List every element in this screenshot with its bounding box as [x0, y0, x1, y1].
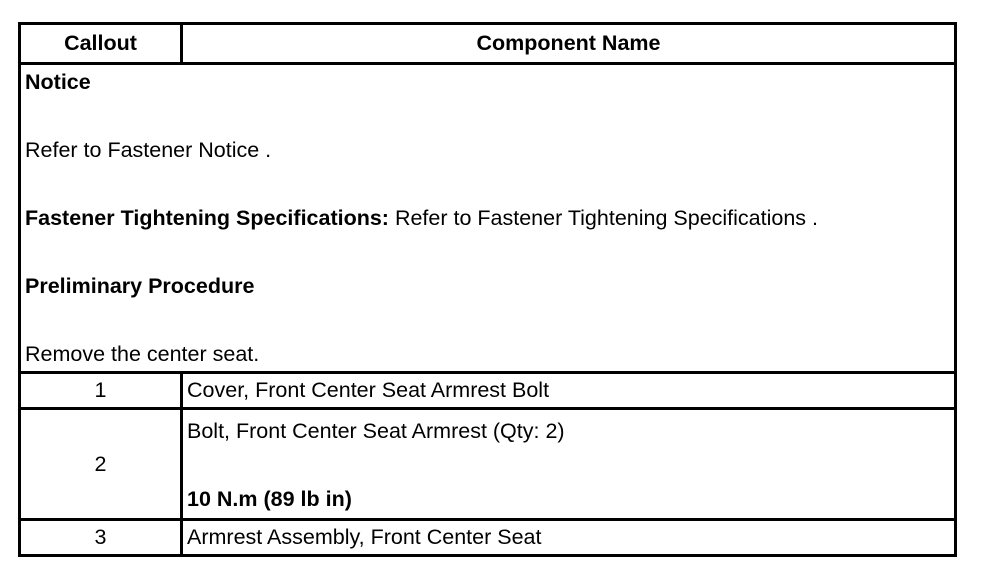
fastener-spec-text: Refer to Fastener Tightening Specifications . — [388, 206, 819, 230]
notice-row — [20, 64, 956, 373]
table-row — [20, 409, 956, 520]
component-name: Bolt, Front Center Seat Armrest (Qty: 2) — [187, 419, 565, 443]
header-component-name: Component Name — [182, 24, 956, 64]
table-row — [20, 373, 956, 409]
preliminary-text: Remove the center seat. — [25, 342, 260, 366]
notice-cell — [20, 64, 956, 373]
component-name-cell: Armrest Assembly, Front Center Seat — [182, 520, 956, 556]
notice-text: Refer to Fastener Notice . — [25, 138, 272, 162]
torque-spec: 10 N.m (89 lb in) — [187, 487, 352, 511]
component-name-cell — [182, 409, 956, 520]
preliminary-heading: Preliminary Procedure — [25, 274, 255, 298]
fastener-spec-label: Fastener Tightening Specifications: — [25, 206, 389, 230]
component-name-cell: Cover, Front Center Seat Armrest Bolt — [182, 373, 956, 409]
component-table — [18, 22, 957, 557]
table-header-row — [20, 24, 956, 64]
callout-cell: 3 — [20, 520, 182, 556]
callout-cell: 2 — [20, 409, 182, 520]
header-callout: Callout — [20, 24, 182, 64]
notice-heading: Notice — [25, 70, 91, 94]
table-row — [20, 520, 956, 556]
callout-cell: 1 — [20, 373, 182, 409]
fastener-spec-line — [25, 201, 950, 235]
